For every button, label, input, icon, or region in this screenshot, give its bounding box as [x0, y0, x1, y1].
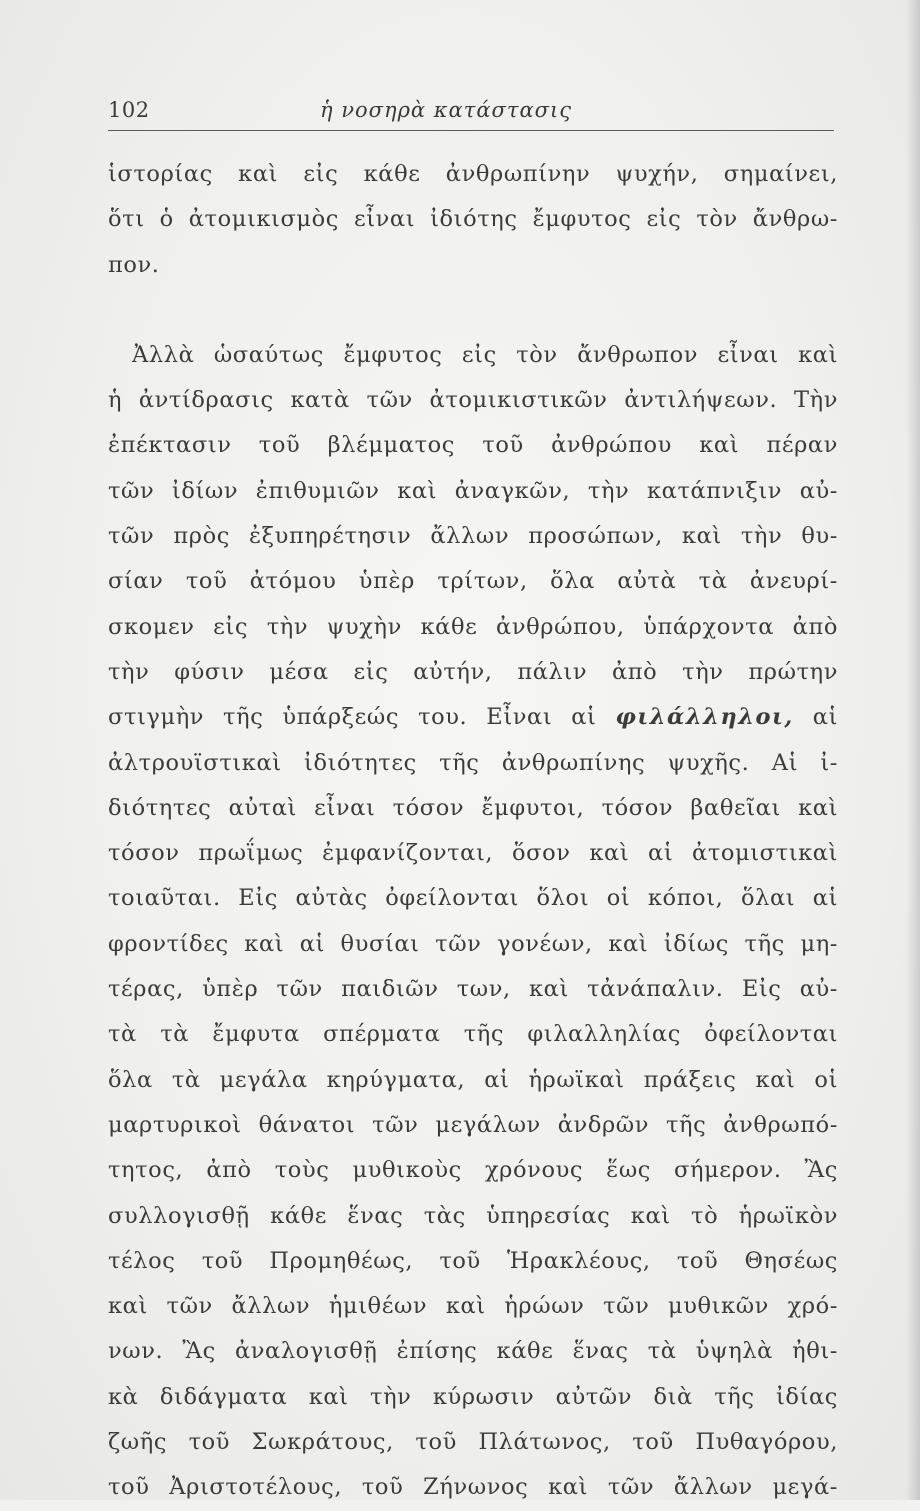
text-line: ἀλτρουϊστικαὶ ἰδιότητες τῆς ἀνθρωπίνης ψυχῆς. Αἱ ἰ-: [108, 749, 838, 776]
text-line: Ἀλλὰ ὡσαύτως ἔμφυτος εἰς τὸν ἄνθρωπον εἶναι καὶ: [132, 341, 838, 368]
text-line: τὴν φύσιν μέσα εἰς αὐτήν, πάλιν ἀπὸ τὴν πρώτην: [108, 658, 838, 685]
text-line: φροντίδες καὶ αἱ θυσίαι τῶν γονέων, καὶ ἰδίως τῆς μη-: [108, 930, 838, 957]
line-text: στιγμὴν τῆς ὑπάρξεώς του. Εἶναι αἱ: [108, 704, 597, 731]
text-line: τέλος τοῦ Προμηθέως, τοῦ Ἡρακλέους, τοῦ Θησέως: [108, 1247, 838, 1274]
text-line: συλλογισθῇ κάθε ἕνας τὰς ὑπηρεσίας καὶ τὸ ἡρωϊκὸν: [108, 1202, 838, 1229]
page-number: 102: [108, 98, 150, 122]
text-line: τέρας, ὑπὲρ τῶν παιδιῶν των, καὶ τἀνάπαλιν. Εἰς αὐ-: [108, 976, 838, 1003]
text-line-with-emphasis: [108, 695, 838, 740]
text-line: μαρτυρικοὶ θάνατοι τῶν μεγάλων ἀνδρῶν τῆς ἀνθρωπό-: [108, 1111, 838, 1138]
text-line: τῶν πρὸς ἐξυπηρέτησιν ἄλλων προσώπων, καὶ τὴν θυ-: [108, 523, 838, 550]
text-line: κὰ διδάγματα καὶ τὴν κύρωσιν αὐτῶν διὰ τῆς ἰδίας: [108, 1383, 838, 1410]
body-text: [108, 152, 838, 1511]
text-line: ζωῆς τοῦ Σωκράτους, τοῦ Πλάτωνος, τοῦ Πυθαγόρου,: [108, 1429, 838, 1456]
text-line: ὅτι ὁ ἀτομικισμὸς εἶναι ἰδιότης ἔμφυτος εἰς τὸν ἄνθρω-: [108, 206, 838, 233]
text-line: τητος, ἀπὸ τοὺς μυθικοὺς χρόνους ἕως σήμερον. Ἂς: [108, 1157, 838, 1184]
emphasized-term: φιλάλληλοι,: [615, 704, 794, 731]
text-line: τοιαῦται. Εἰς αὐτὰς ὀφείλονται ὅλοι οἱ κόποι, ὅλαι αἱ: [108, 885, 838, 912]
text-line: σίαν τοῦ ἀτόμου ὑπὲρ τρίτων, ὅλα αὐτὰ τὰ ἀνευρί-: [108, 568, 838, 595]
text-line: ὅλα τὰ μεγάλα κηρύγματα, αἱ ἡρωϊκαὶ πράξεις καὶ οἱ: [108, 1066, 838, 1093]
text-line: τοῦ Ἀριστοτέλους, τοῦ Ζήνωνος καὶ τῶν ἄλλων μεγά-: [108, 1474, 838, 1501]
text-line: ἡ ἀντίδρασις κατὰ τῶν ἀτομικιστικῶν ἀντιλήψεων. Τὴν: [108, 387, 838, 414]
text-line: ἱστορίας καὶ εἰς κάθε ἀνθρωπίνην ψυχήν, σημαίνει,: [108, 161, 838, 187]
text-line: τὰ τὰ ἔμφυτα σπέρματα τῆς φιλαλληλίας ὀφείλονται: [108, 1021, 838, 1048]
running-title: ἡ νοσηρὰ κατάστασις: [320, 98, 572, 122]
text-line: ἐπέκτασιν τοῦ βλέμματος τοῦ ἀνθρώπου καὶ πέραν: [108, 432, 838, 459]
text-line: καὶ τῶν ἄλλων ἡμιθέων καὶ ἡρώων τῶν μυθικῶν χρό-: [108, 1293, 838, 1320]
text-line: σκομεν εἰς τὴν ψυχὴν κάθε ἀνθρώπου, ὑπάρχοντα ἀπὸ: [108, 613, 838, 640]
text-line: πον.: [108, 251, 160, 278]
paragraph-gap: [108, 288, 838, 333]
text-line: διότητες αὐταὶ εἶναι τόσον ἔμφυτοι, τόσον βαθεῖαι καὶ: [108, 794, 838, 821]
line-text: αἱ: [812, 704, 838, 731]
page-header: [108, 98, 830, 132]
page-edge-shadow: [906, 0, 920, 1500]
text-line: νων. Ἂς ἀναλογισθῇ ἐπίσης κάθε ἕνας τὰ ὑψηλὰ ἠθι-: [108, 1338, 838, 1365]
text-line: τόσον πρωΐμως ἐμφανίζονται, ὅσον καὶ αἱ ἀτομιστικαὶ: [108, 840, 838, 867]
header-rule: [108, 130, 834, 131]
text-line: τῶν ἰδίων ἐπιθυμιῶν καὶ ἀναγκῶν, τὴν κατάπνιξιν αὐ-: [108, 477, 838, 504]
